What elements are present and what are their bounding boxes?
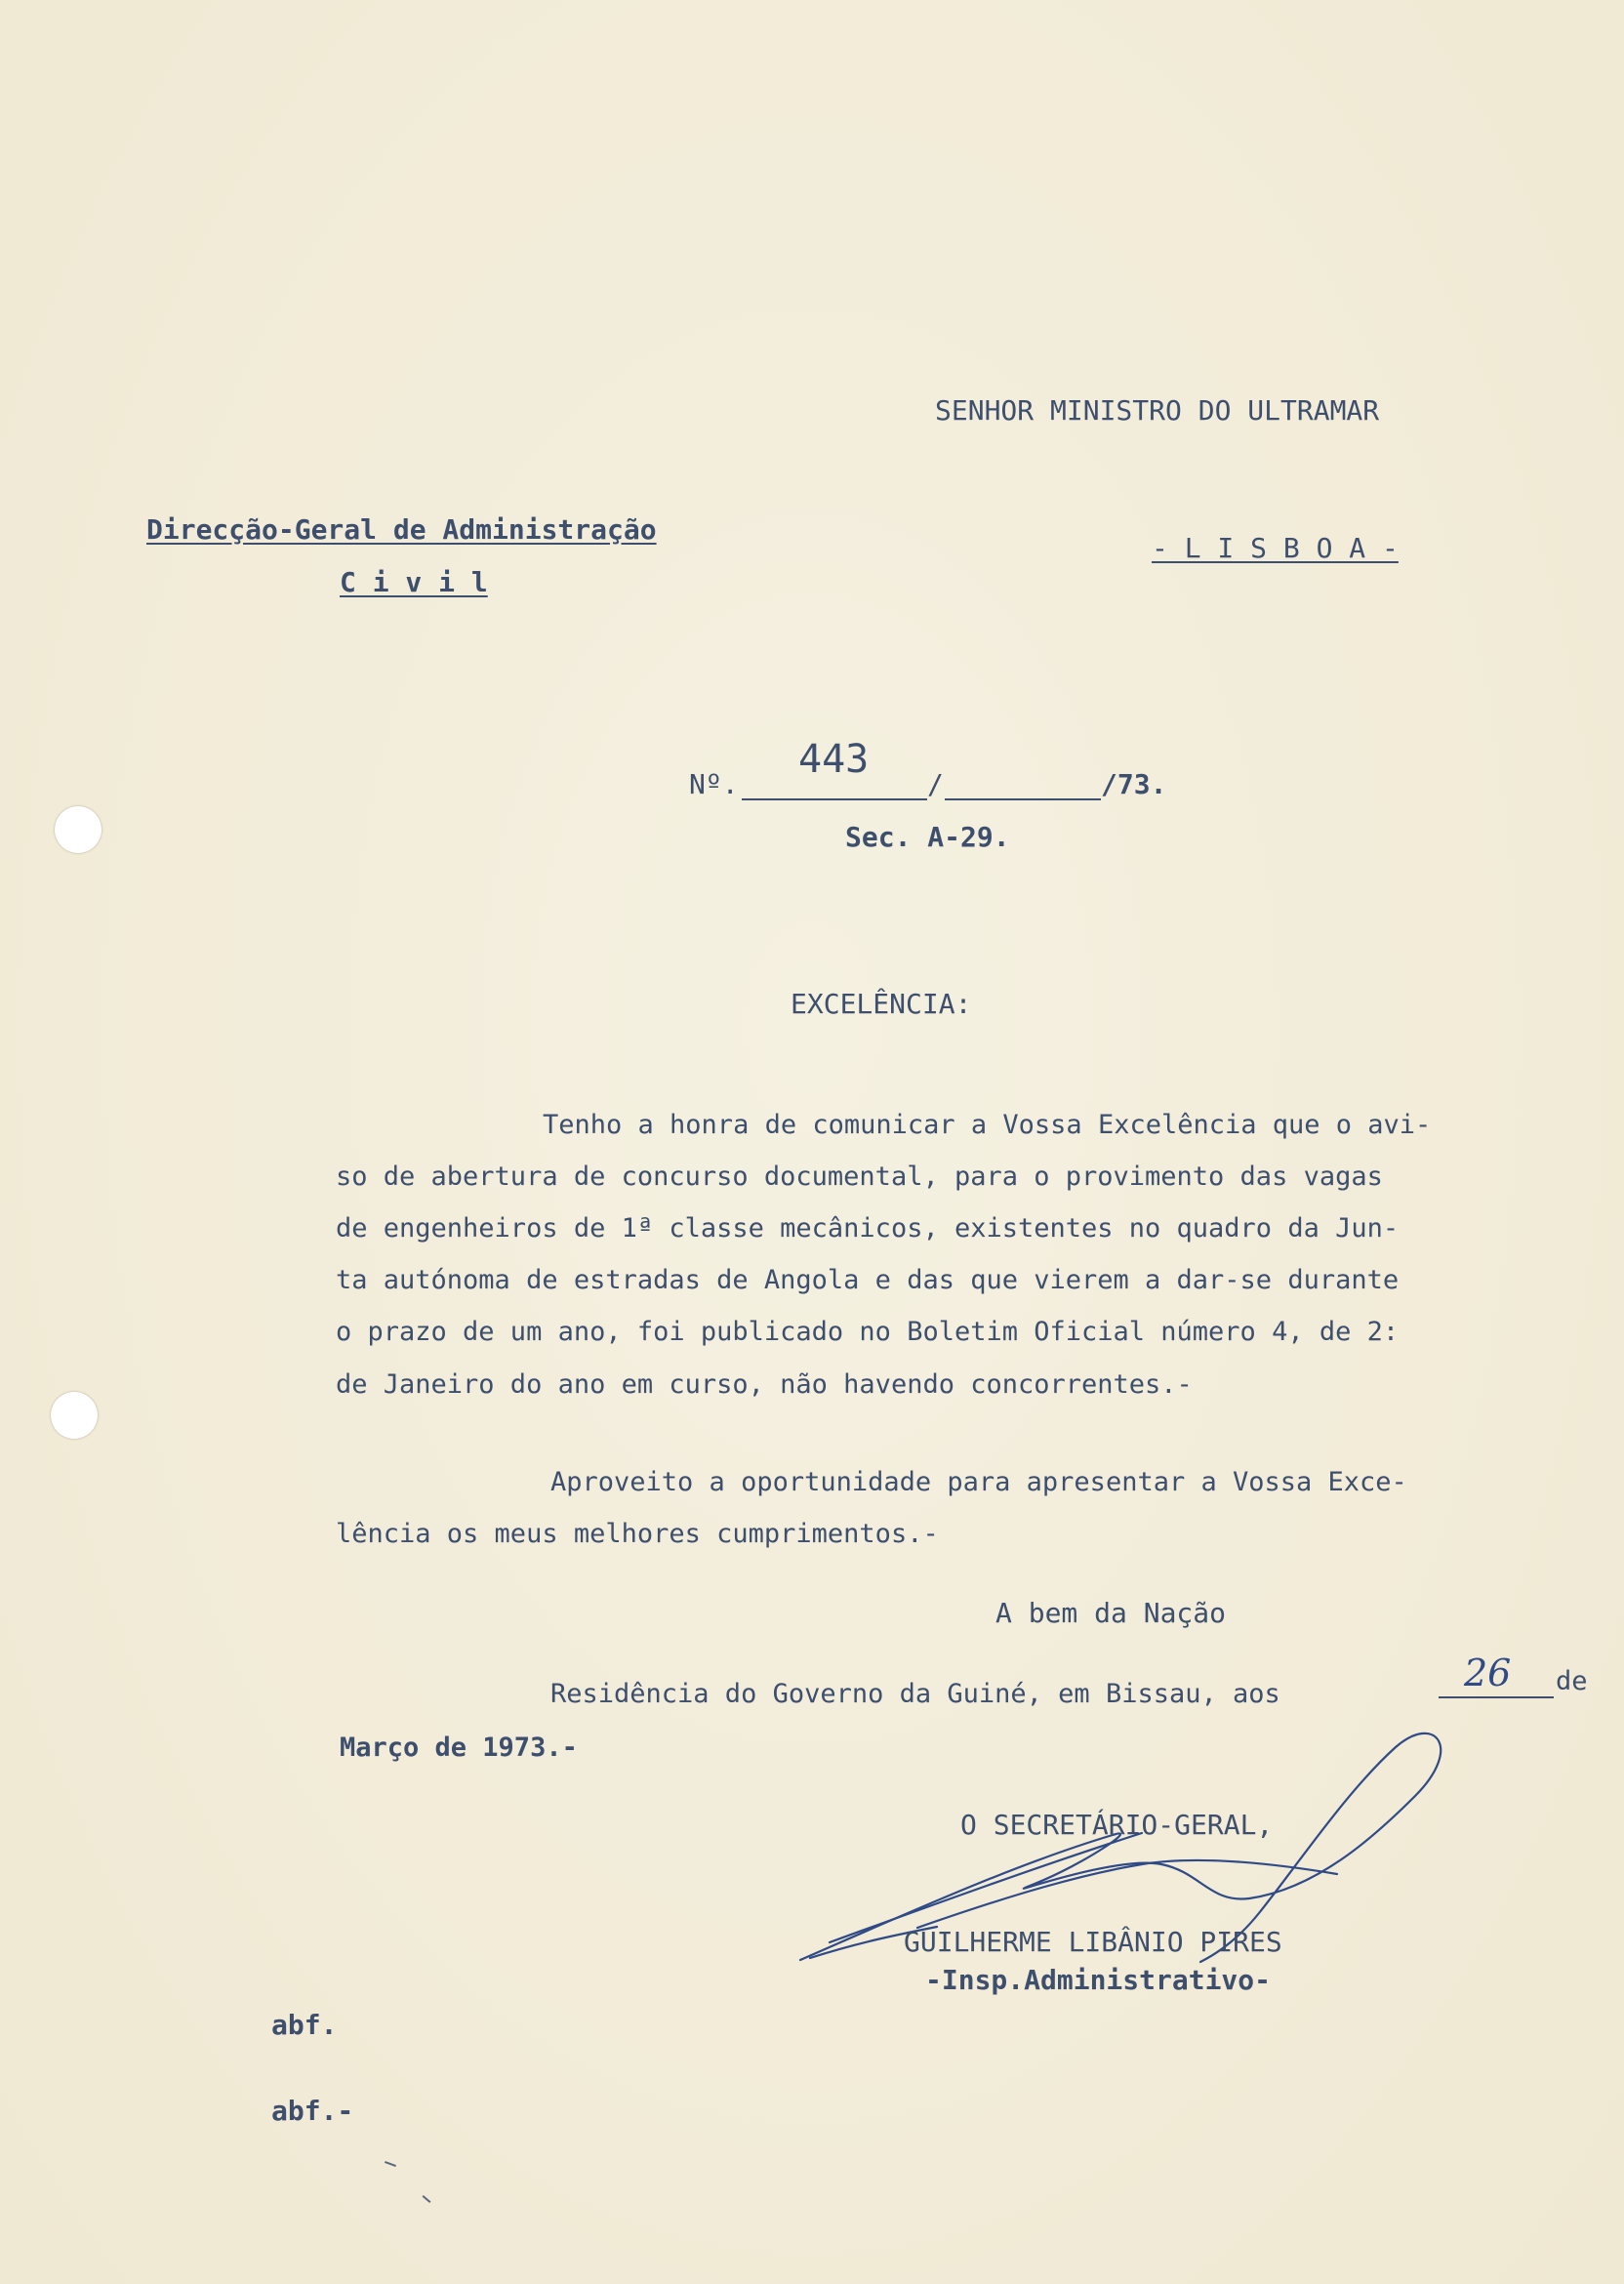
place-date-prefix: Residência do Governo da Guiné, em Bissau, aos bbox=[550, 1679, 1280, 1709]
reference-number-blank bbox=[742, 798, 927, 800]
stray-mark bbox=[385, 2161, 396, 2167]
department-name: Direcção-Geral de Administração bbox=[146, 513, 657, 546]
reference-number: 443 bbox=[798, 737, 870, 782]
closing-motto: A bem da Nação bbox=[995, 1597, 1227, 1629]
signatory-title: -Insp.Administrativo- bbox=[925, 1964, 1272, 1996]
recipient-city: - L I S B O A - bbox=[1152, 532, 1399, 564]
recipient-title: SENHOR MINISTRO DO ULTRAMAR bbox=[935, 394, 1380, 427]
place-date-suffix: de bbox=[1556, 1666, 1588, 1696]
body-line: de engenheiros de 1ª classe mecânicos, existentes no quadro da Jun- bbox=[336, 1213, 1400, 1244]
stray-mark bbox=[423, 2195, 431, 2203]
place-date-month-year: Março de 1973.- bbox=[340, 1733, 578, 1763]
typist-initials-copy: abf.- bbox=[271, 2095, 354, 2127]
punch-hole-bottom bbox=[51, 1392, 98, 1439]
handwritten-day: 26 bbox=[1464, 1652, 1512, 1694]
body-line: Aproveito a oportunidade para apresentar a Vossa Exce- bbox=[550, 1467, 1407, 1497]
reference-prefix: Nº. bbox=[689, 768, 739, 800]
body-line: ta autónoma de estradas de Angola e das que vierem a dar-se durante bbox=[336, 1265, 1400, 1295]
department-name-continued: C i v i l bbox=[340, 566, 488, 598]
body-line: Tenho a honra de comunicar a Vossa Excelência que o avi- bbox=[543, 1110, 1432, 1140]
reference-section: Sec. A-29. bbox=[845, 821, 1010, 853]
day-blank bbox=[1439, 1696, 1554, 1698]
reference-blank bbox=[945, 798, 1101, 800]
signatory-role: O SECRETÁRIO-GERAL, bbox=[960, 1809, 1274, 1841]
body-line: lência os meus melhores cumprimentos.- bbox=[336, 1519, 939, 1549]
reference-separator: / bbox=[927, 768, 944, 800]
body-line: o prazo de um ano, foi publicado no Boletim Oficial número 4, de 2: bbox=[336, 1317, 1400, 1347]
signatory-name: GUILHERME LIBÂNIO PIRES bbox=[904, 1926, 1282, 1958]
body-line: so de abertura de concurso documental, para o provimento das vagas bbox=[336, 1162, 1383, 1192]
body-line: de Janeiro do ano em curso, não havendo concorrentes.- bbox=[336, 1369, 1193, 1400]
salutation: EXCELÊNCIA: bbox=[791, 988, 972, 1020]
punch-hole-top bbox=[55, 806, 102, 853]
reference-year: /73. bbox=[1101, 768, 1167, 800]
typist-initials: abf. bbox=[271, 2009, 338, 2041]
